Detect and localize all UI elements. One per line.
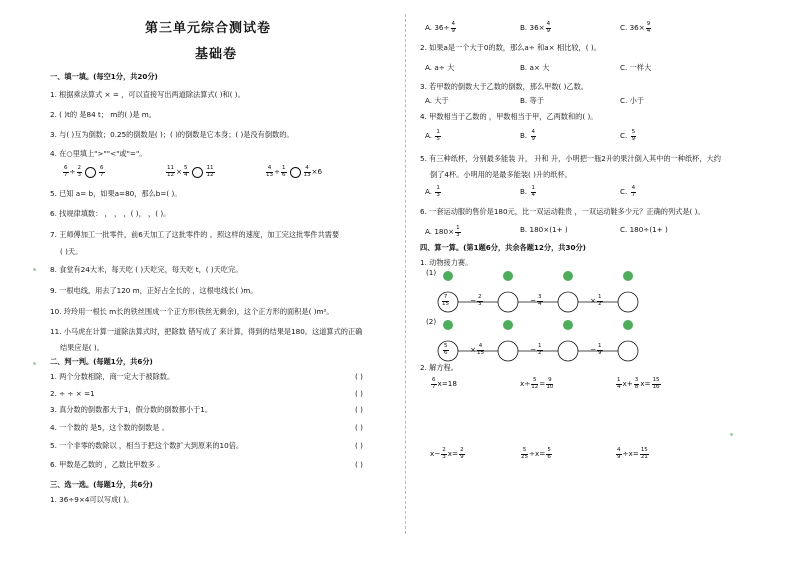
animal-icon: [623, 320, 633, 330]
r3-option-c[interactable]: C. 小于: [620, 96, 644, 105]
chain-1-label: (1): [426, 268, 437, 277]
r5-option-c[interactable]: C. $\frac{4}{7}$: [620, 185, 636, 198]
chain-2-start: $\frac{5}{6}$: [444, 343, 448, 356]
choose-1: 1. 36÷9×4可以写成( )。: [50, 495, 134, 504]
r6-option-c[interactable]: C. 180÷(1+ ): [620, 225, 668, 234]
margin-mark: [33, 268, 36, 271]
question-4: 4. 在○里填上">""<"或"="。: [50, 149, 147, 158]
choose-3: 3. 若甲数的倒数大于乙数的倒数，那么甲数( )乙数。: [420, 82, 588, 91]
chain-2-op3: − $\frac{1}{9}$: [590, 343, 602, 356]
choose-4: 4. 甲数相当于乙数的 ，甲数相当于甲，乙两数和的( )。: [420, 112, 598, 121]
r5-option-a[interactable]: A. $\frac{1}{3}$: [425, 185, 440, 198]
r1-option-c[interactable]: C. 36× $\frac{9}{4}$: [620, 21, 651, 34]
equation-3: $\frac{1}{4}$ x+ $\frac{3}{8}$ x= $\frac{15}{16}$: [617, 377, 660, 390]
r2-option-c[interactable]: C. 一样大: [620, 63, 652, 72]
choose-6: 6. 一套运动服的售价是180元，比一双运动鞋贵 ，一双运动鞋多少元？正确的列式是( )。: [420, 207, 705, 216]
equation-4: x− $\frac{2}{3}$ x= $\frac{2}{9}$: [430, 447, 464, 460]
page-title: 第三单元综合测试卷: [145, 21, 272, 36]
animal-icon: [563, 320, 573, 330]
chain-2-op1: × $\frac{4}{15}$: [470, 343, 485, 356]
question-8: 8. 食堂有24大米，每天吃 ( )天吃完，每天吃 t，( )天吃完。: [50, 265, 243, 274]
judge-1-answer[interactable]: ( ): [355, 372, 363, 381]
section-judge: 二、判一判。(每题1分，共6分): [50, 357, 153, 366]
page-subtitle: 基础卷: [195, 47, 238, 62]
chain-1-op1: − $\frac{2}{3}$: [470, 294, 482, 307]
judge-5: 5. 一个非零的数除以 ，相当于把这个数扩大到原来的10倍。: [50, 441, 244, 450]
judge-2-answer[interactable]: ( ): [355, 389, 363, 398]
question-11: 11. 小马虎在计算一道除法算式时，把除数 错写成了 来计算，得到的结果是180。这道算式的正确: [50, 327, 363, 336]
relay-chain-1: [430, 268, 650, 314]
question-7: 7. 王师傅加工一批零件，前6天加工了这批零件的 。照这样的速度，加工完这批零件共需要: [50, 230, 340, 239]
chain-2-op2: − $\frac{1}{2}$: [530, 343, 542, 356]
r2-option-a[interactable]: A. a÷ 大: [425, 63, 455, 72]
choose-2: 2. 如果a是一个大于0的数，那么a÷ 和a× 相比较，( )。: [420, 43, 601, 52]
r6-option-a[interactable]: A. 180× $\frac{1}{3}$: [425, 225, 460, 238]
animal-icon: [563, 271, 573, 281]
animal-icon: [503, 320, 513, 330]
choose-5: 5. 有三种纸杯，分别最多能装 升， 升和 升，小明把一瓶2升的果汁倒入其中的一种纸杯，大约: [420, 154, 721, 163]
q4-expr-b: $\frac{11}{12}$ × $\frac{5}{4}$ $\frac{11}{12}$: [167, 165, 214, 178]
question-10: 10. 玲玲用一根长 m长的铁丝围成一个正方形(铁丝无剩余)，这个正方形的面积是( )m²。: [50, 307, 334, 316]
r6-option-b[interactable]: B. 180×(1+ ): [520, 225, 568, 234]
r2-option-b[interactable]: B. a× 大: [520, 63, 550, 72]
r1-option-a[interactable]: A. 36÷ $\frac{4}{9}$: [425, 21, 456, 34]
judge-4-answer[interactable]: ( ): [355, 423, 363, 432]
chain-2-label: (2): [426, 317, 437, 326]
equation-6: $\frac{4}{9}$ ÷x= $\frac{15}{21}$: [617, 447, 648, 460]
judge-3-answer[interactable]: ( ): [355, 405, 363, 414]
judge-2: 2. ÷ ÷ × =1: [50, 389, 95, 398]
question-5: 5. 已知 a= b，如果a=80，那么b=( )。: [50, 189, 182, 198]
q4-expr-c: $\frac{4}{13}$ ÷ $\frac{1}{6}$ $\frac{4}{13}$ ×6: [266, 165, 323, 178]
chain-1-op2: − $\frac{3}{4}$: [530, 294, 542, 307]
judge-4: 4. 一个数的 是5，这个数的倒数是 。: [50, 423, 169, 432]
section-fill: 一、填一填。(每空1分，共20分): [50, 72, 158, 81]
choose-5-cont: 倒了4杯。小明用的是最多能装( )升的纸杯。: [430, 170, 572, 179]
section-calc: 四、算一算。(第1题6分，共余各题12分，共30分): [420, 243, 586, 252]
animal-icon: [503, 271, 513, 281]
question-3: 3. 与( )互为倒数；0.25的倒数是( )；( )的倒数是它本身；( )是没有倒数的。: [50, 130, 294, 139]
question-1: 1. 根据乘法算式 × = ，可以直接写出两道除法算式( )和( )。: [50, 90, 245, 99]
margin-mark: [33, 362, 36, 365]
equation-2: x÷ $\frac{5}{12}$ = $\frac{9}{10}$: [520, 377, 554, 390]
animal-icon: [443, 271, 453, 281]
question-11-cont: 结果应是( )。: [60, 343, 104, 352]
question-6: 6. 找规律填数： ， ， ，( )， ，( )。: [50, 209, 171, 218]
equation-5: $\frac{5}{25}$ ÷x= $\frac{5}{6}$: [521, 447, 551, 460]
chain-1-op3: × $\frac{1}{2}$: [590, 294, 602, 307]
judge-6: 6. 甲数是乙数的 ，乙数比甲数多 。: [50, 460, 165, 469]
question-9: 9. 一根电线，用去了120 m，正好占全长的 ，这根电线长( )m。: [50, 286, 258, 295]
r4-option-b[interactable]: B. $\frac{4}{9}$: [520, 129, 536, 142]
calc-1: 1. 动物接力赛。: [420, 258, 473, 267]
chain-1-start: $\frac{7}{15}$: [442, 294, 449, 307]
r3-option-a[interactable]: A. 大于: [425, 96, 449, 105]
animal-icon: [623, 271, 633, 281]
judge-1: 1. 两个分数相除，商一定大于被除数。: [50, 372, 175, 381]
judge-3: 3. 真分数的倒数都大于1，假分数的倒数都小于1。: [50, 405, 213, 414]
margin-mark: [730, 433, 733, 436]
r4-option-c[interactable]: C. $\frac{5}{9}$: [620, 129, 636, 142]
r3-option-b[interactable]: B. 等于: [520, 96, 544, 105]
equation-1: $\frac{6}{7}$ x=18: [432, 377, 457, 390]
judge-5-answer[interactable]: ( ): [355, 441, 363, 450]
section-choose: 三、选一选。(每题1分，共6分): [50, 480, 153, 489]
r5-option-b[interactable]: B. $\frac{1}{4}$: [520, 185, 536, 198]
animal-icon: [443, 320, 453, 330]
calc-2: 2. 解方程。: [420, 363, 458, 372]
question-2: 2. ( )t的 是84 t； m的( )是 m。: [50, 110, 156, 119]
column-divider: [405, 14, 406, 534]
judge-6-answer[interactable]: ( ): [355, 460, 363, 469]
question-7-cont: ( )天。: [60, 247, 83, 256]
r1-option-b[interactable]: B. 36× $\frac{4}{9}$: [520, 21, 551, 34]
relay-chain-2: [430, 317, 650, 363]
q4-expr-a: $\frac{6}{7}$ ÷ $\frac{2}{3}$ $\frac{6}{7}$: [64, 165, 104, 178]
r4-option-a[interactable]: A. $\frac{1}{5}$: [425, 129, 440, 142]
